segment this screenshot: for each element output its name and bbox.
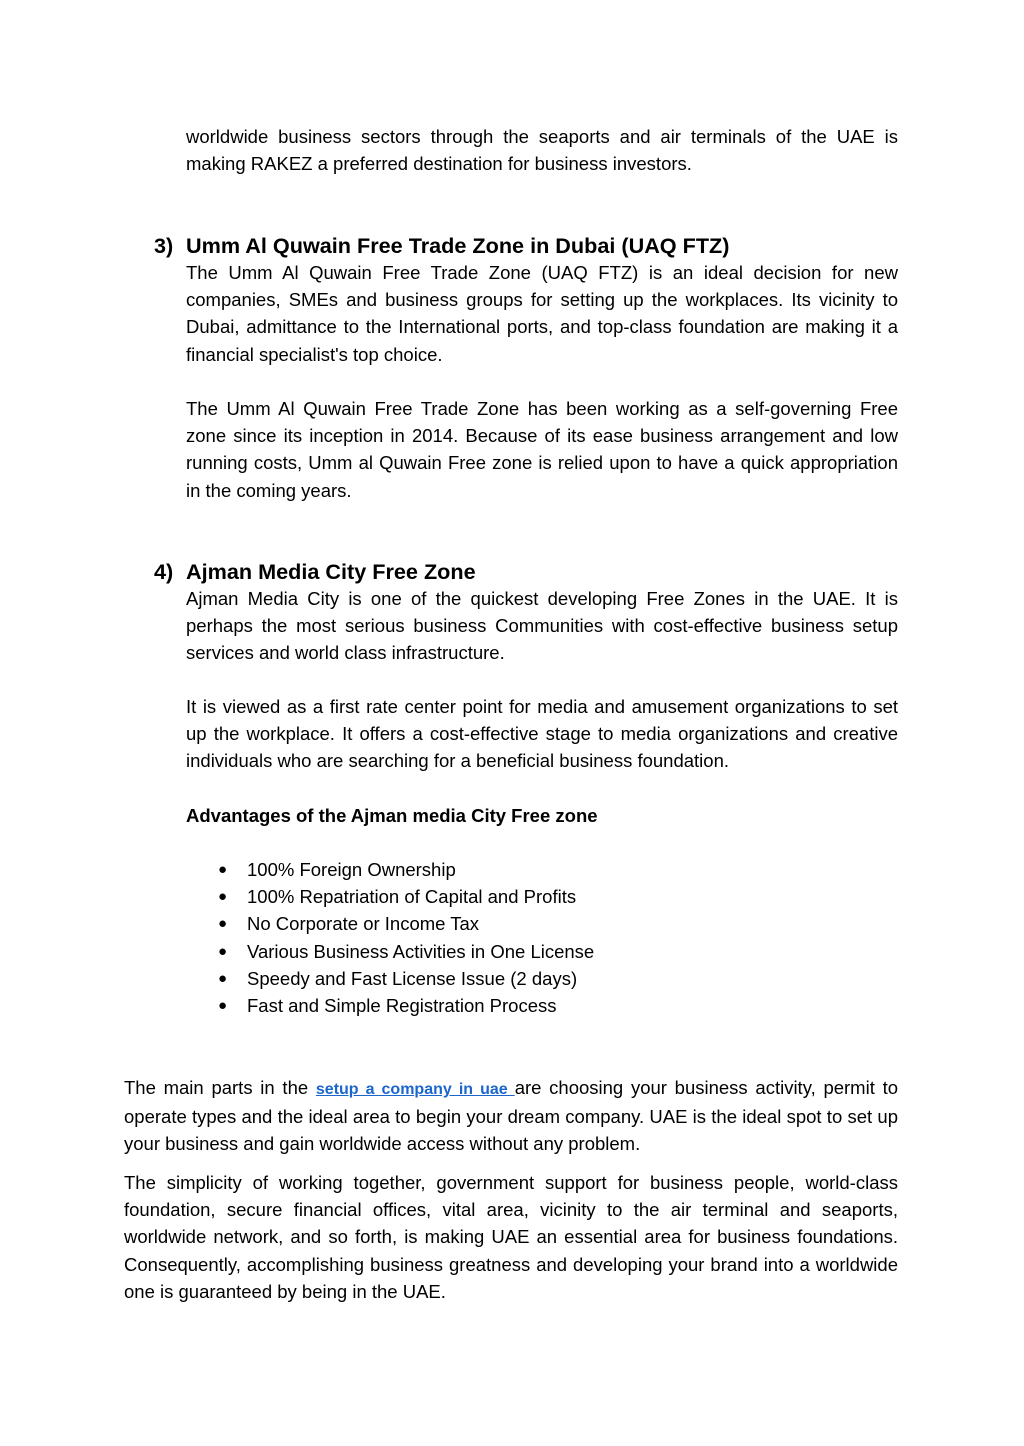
list-item-text: Fast and Simple Registration Process — [247, 994, 557, 1016]
list-item — [186, 883, 594, 910]
setup-company-link[interactable]: setup a company in uae — [315, 1081, 515, 1098]
section-4-paragraph-1: Ajman Media City is one of the quickest developing Free Zones in the UAE. It is perhaps the most serious business Communities with cost-effective business setup services and world class infrastructure. — [186, 588, 898, 664]
section-4-heading — [154, 558, 898, 585]
list-item — [186, 856, 594, 883]
bullet-icon: ● — [218, 861, 228, 878]
list-item-text: Speedy and Fast License Issue (2 days) — [247, 967, 578, 989]
section-3-paragraph-2: The Umm Al Quwain Free Trade Zone has been working as a self-governing Free zone since its inception in 2014. Because of its ease business arrangement and low running costs, Umm al Quwain Free zone is relied upon to have a quick appropriation in the coming years. — [186, 398, 898, 501]
advantages-heading: Advantages of the Ajman media City Free zone — [186, 805, 598, 826]
bullet-icon: ● — [218, 915, 228, 933]
closing-paragraph-2: The simplicity of working together, government support for business people, world-class foundation, secure financial offices, vital area, vicinity to the air terminal and seaports, worldwide network, and so forth, is making UAE an essential area for business foundations. Consequently, accomplishing business greatness and developing your brand into a worldwide one is guaranteed by being in the UAE. — [124, 1172, 898, 1302]
list-item-text: Various Business Activities in One License — [247, 940, 595, 962]
bullet-icon: ● — [218, 969, 228, 987]
list-item — [186, 910, 594, 937]
section-4-number: 4) — [154, 559, 174, 584]
closing-text-before-link: The main parts in the — [124, 1077, 316, 1098]
closing-text-after-link: are choosing your business activity, permit to operate types and the ideal area to begin your dream company. UAE is the ideal spot to set up your business and gain worldwide access without any problem. — [124, 1077, 899, 1155]
list-item-text: No Corporate or Income Tax — [247, 913, 480, 935]
bullet-icon: ● — [218, 942, 228, 960]
section-4-title: Ajman Media City Free Zone — [186, 559, 476, 584]
section-3-number: 3) — [154, 233, 174, 258]
list-item — [186, 992, 594, 1019]
bullet-icon: ● — [218, 888, 228, 906]
list-item-text: 100% Foreign Ownership — [247, 859, 456, 880]
section-3-paragraph-1: The Umm Al Quwain Free Trade Zone (UAQ FTZ) is an ideal decision for new companies, SMEs and business groups for setting up the workplaces. Its vicinity to Dubai, admittance to the International ports, and top-class foundation are making it a financial specialist's top choice. — [186, 262, 898, 365]
section-3-heading — [154, 232, 898, 259]
intro-continuation-paragraph: worldwide business sectors through the seaports and air terminals of the UAE is making RAKEZ a preferred destination for business investors. — [186, 126, 898, 175]
section-4-paragraph-2: It is viewed as a first rate center point for media and amusement organizations to set up the workplace. It offers a cost-effective stage to media organizations and creative individuals who are searching for a beneficial business foundation. — [186, 696, 898, 772]
closing-paragraph-1 — [124, 1074, 898, 1158]
bullet-icon: ● — [218, 996, 228, 1014]
section-3-title: Umm Al Quwain Free Trade Zone in Dubai (UAQ FTZ) — [186, 233, 730, 258]
list-item — [186, 965, 594, 992]
advantages-list — [186, 856, 594, 1019]
list-item — [186, 938, 594, 965]
list-item-text: 100% Repatriation of Capital and Profits — [247, 886, 577, 908]
